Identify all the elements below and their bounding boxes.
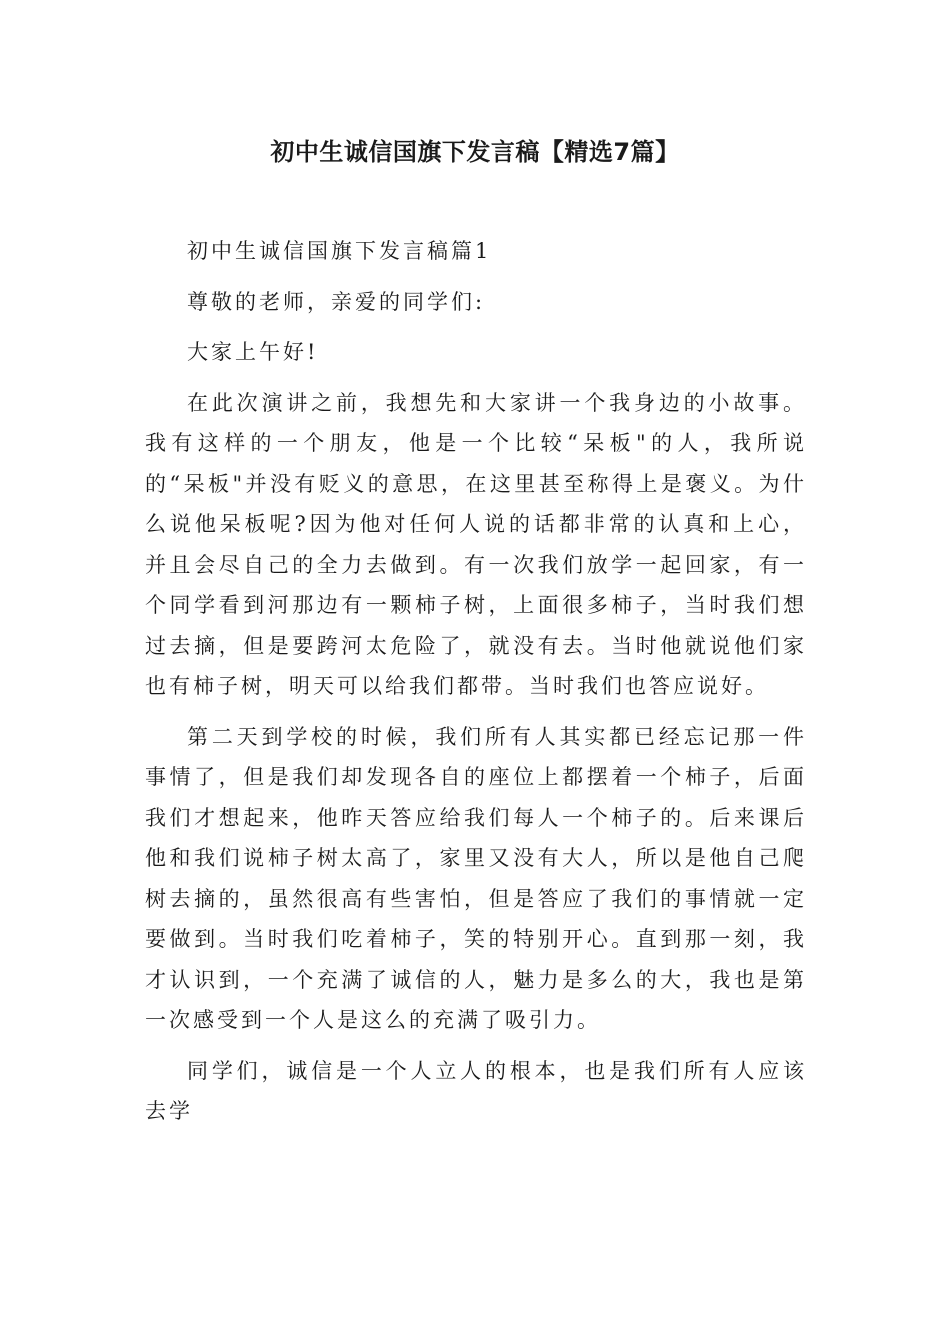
document-title: 初中生诚信国旗下发言稿【精选7篇】 <box>270 138 680 166</box>
body-paragraph: 同学们，诚信是一个人立人的根本，也是我们所有人应该去学 <box>145 1058 807 1123</box>
document-body <box>145 231 807 1142</box>
body-paragraph: 在此次演讲之前，我想先和大家讲一个我身边的小故事。我有这样的一个朋友，他是一个比较“呆板"的人，我所说的“呆板"并没有贬义的意思，在这里甚至称得上是褒义。为什么说他呆板呢?因为他对任何人说的话都非常的认真和上心，并且会尽自己的全力去做到。有一次我们放学一起回家，有一个同学看到河那边有一颗柿子树，上面很多柿子，当时我们想过去摘，但是要跨河太危险了，就没有去。当时他就说他们家也有柿子树，明天可以给我们都带。当时我们也答应说好。 <box>145 390 807 698</box>
salutation: 尊敬的老师，亲爱的同学们: <box>187 289 486 314</box>
greeting: 大家上午好! <box>187 340 319 364</box>
body-paragraph: 第二天到学校的时候，我们所有人其实都已经忘记那一件事情了，但是我们却发现各自的座位上都摆着一个柿子，后面我们才想起来，他昨天答应给我们每人一个柿子的。后来课后他和我们说柿子树太高了，家里又没有大人，所以是他自己爬树去摘的，虽然很高有些害怕，但是答应了我们的事情就一定要做到。当时我们吃着柿子，笑的特别开心。直到那一刻，我才认识到，一个充满了诚信的人，魅力是多么的大，我也是第一次感受到一个人是这么的充满了吸引力。 <box>145 724 807 1032</box>
section-heading: 初中生诚信国旗下发言稿篇1 <box>187 239 492 263</box>
